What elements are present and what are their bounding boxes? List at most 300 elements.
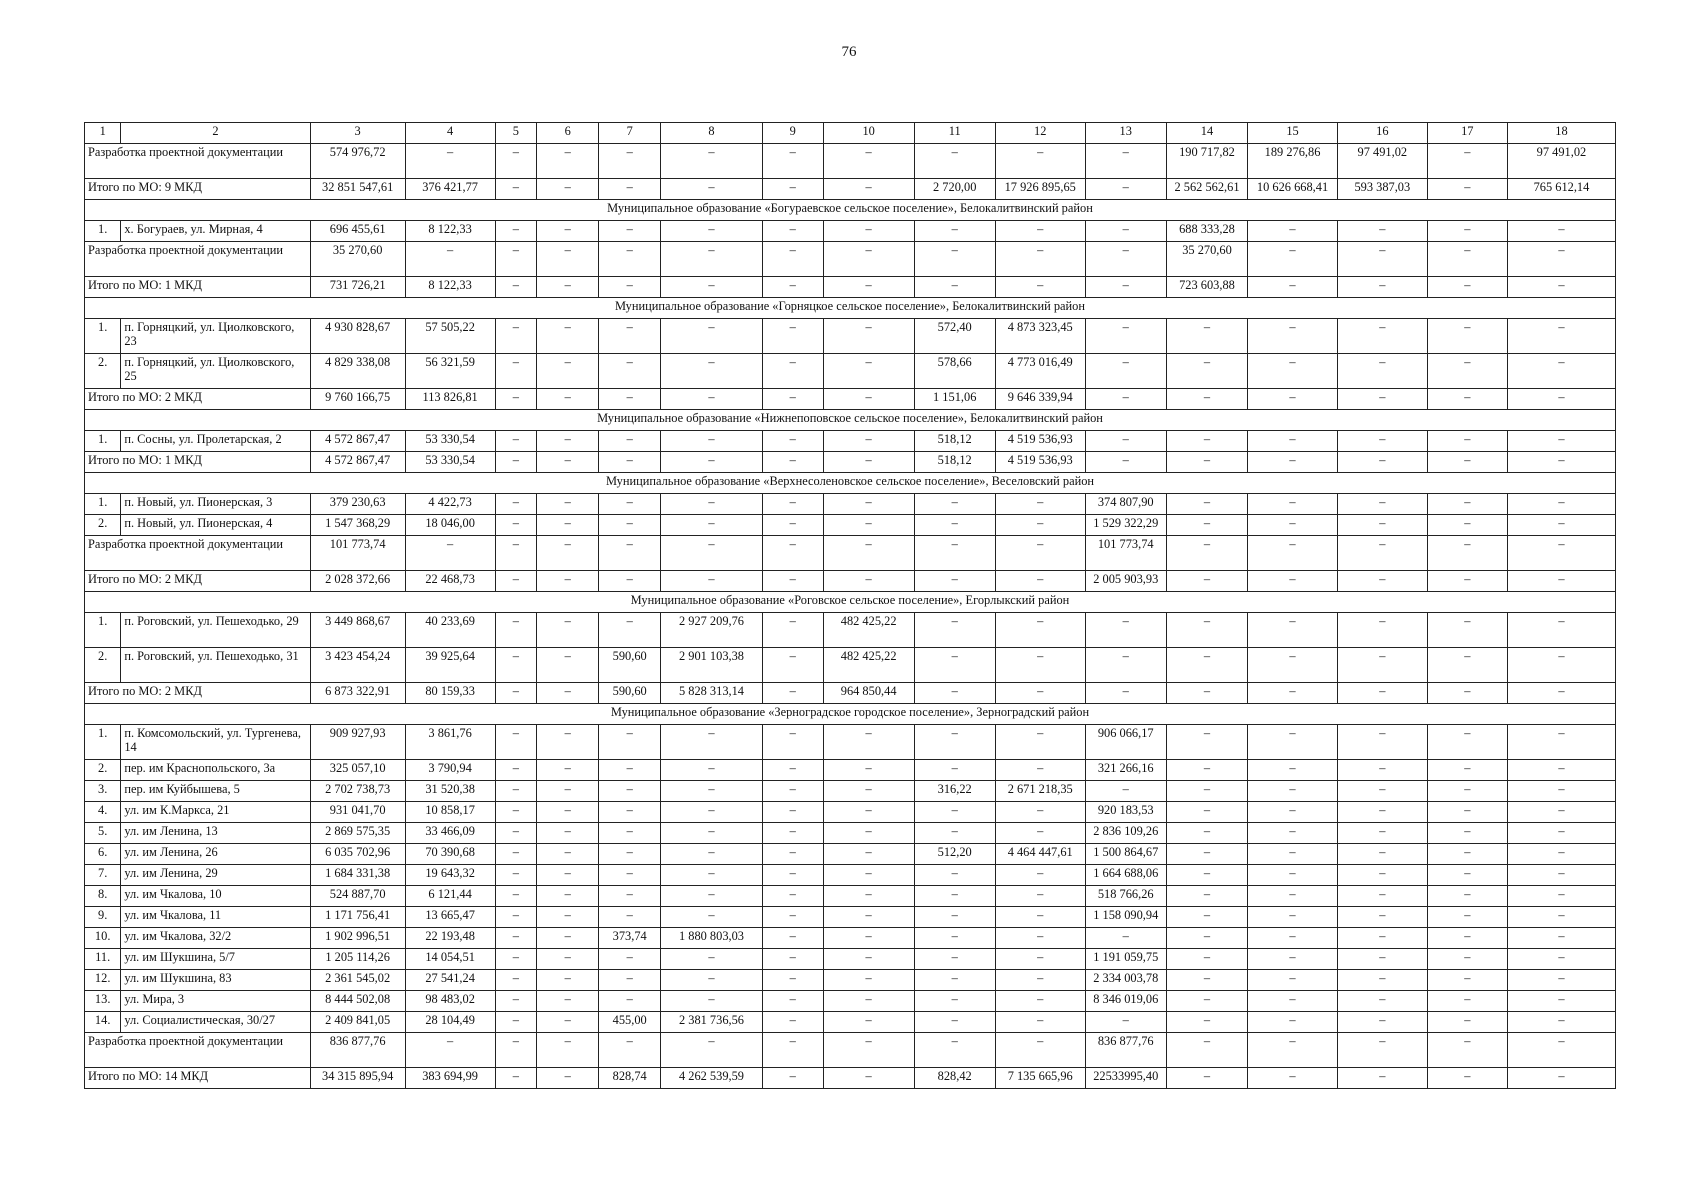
value-cell: – bbox=[661, 536, 763, 571]
value-cell: – bbox=[1085, 319, 1166, 354]
value-cell: 4 262 539,59 bbox=[661, 1068, 763, 1089]
value-cell: 9 646 339,94 bbox=[995, 389, 1085, 410]
value-cell: 4 519 536,93 bbox=[995, 452, 1085, 473]
address-cell: п. Роговский, ул. Пешеходько, 31 bbox=[121, 648, 310, 683]
value-cell: – bbox=[599, 844, 661, 865]
value-cell: – bbox=[1507, 802, 1615, 823]
value-cell: – bbox=[1248, 865, 1338, 886]
value-cell: 383 694,99 bbox=[405, 1068, 495, 1089]
value-cell: – bbox=[1166, 494, 1247, 515]
page-number: 76 bbox=[841, 44, 857, 60]
value-cell: – bbox=[495, 991, 537, 1012]
value-cell: – bbox=[762, 144, 823, 179]
value-cell: – bbox=[995, 242, 1085, 277]
value-cell: – bbox=[823, 991, 914, 1012]
value-cell: – bbox=[1248, 389, 1338, 410]
value-cell: 1 684 331,38 bbox=[310, 865, 405, 886]
value-cell: – bbox=[762, 179, 823, 200]
value-cell: 909 927,93 bbox=[310, 725, 405, 760]
value-cell: 28 104,49 bbox=[405, 1012, 495, 1033]
address-cell: ул. им Чкалова, 10 bbox=[121, 886, 310, 907]
value-cell: – bbox=[537, 242, 599, 277]
value-cell: – bbox=[1507, 865, 1615, 886]
value-cell: – bbox=[599, 319, 661, 354]
design-docs-row bbox=[85, 1033, 1616, 1068]
value-cell: – bbox=[995, 571, 1085, 592]
value-cell: 765 612,14 bbox=[1507, 179, 1615, 200]
value-cell: – bbox=[1166, 886, 1247, 907]
value-cell: – bbox=[1166, 354, 1247, 389]
value-cell: – bbox=[1248, 515, 1338, 536]
value-cell: – bbox=[1427, 494, 1507, 515]
value-cell: – bbox=[537, 1068, 599, 1089]
table-row bbox=[85, 844, 1616, 865]
value-cell: – bbox=[995, 823, 1085, 844]
value-cell: – bbox=[1248, 354, 1338, 389]
design-docs-row bbox=[85, 144, 1616, 179]
value-cell: – bbox=[1085, 389, 1166, 410]
value-cell: – bbox=[823, 389, 914, 410]
value-cell: 518 766,26 bbox=[1085, 886, 1166, 907]
section-title: Муниципальное образование «Зерноградское городское поселение», Зерноградский район bbox=[85, 704, 1616, 725]
value-cell: – bbox=[537, 389, 599, 410]
value-cell: 696 455,61 bbox=[310, 221, 405, 242]
value-cell: 4 572 867,47 bbox=[310, 452, 405, 473]
value-cell: – bbox=[661, 823, 763, 844]
value-cell: – bbox=[914, 515, 995, 536]
value-cell: – bbox=[1337, 1012, 1427, 1033]
value-cell: – bbox=[762, 354, 823, 389]
value-cell: – bbox=[537, 1033, 599, 1068]
value-cell: 572,40 bbox=[914, 319, 995, 354]
value-cell: – bbox=[995, 907, 1085, 928]
value-cell: – bbox=[1248, 725, 1338, 760]
value-cell: – bbox=[995, 949, 1085, 970]
value-cell: 31 520,38 bbox=[405, 781, 495, 802]
value-cell: 4 773 016,49 bbox=[995, 354, 1085, 389]
value-cell: – bbox=[1337, 515, 1427, 536]
value-cell: 2 005 903,93 bbox=[1085, 571, 1166, 592]
column-number: 11 bbox=[914, 123, 995, 144]
value-cell: 27 541,24 bbox=[405, 970, 495, 991]
value-cell: – bbox=[661, 389, 763, 410]
value-cell: – bbox=[1337, 865, 1427, 886]
value-cell: – bbox=[823, 907, 914, 928]
value-cell: 376 421,77 bbox=[405, 179, 495, 200]
value-cell: – bbox=[537, 760, 599, 781]
value-cell: – bbox=[661, 949, 763, 970]
value-cell: – bbox=[762, 844, 823, 865]
value-cell: 35 270,60 bbox=[310, 242, 405, 277]
value-cell: – bbox=[1085, 221, 1166, 242]
value-cell: – bbox=[914, 494, 995, 515]
value-cell: 688 333,28 bbox=[1166, 221, 1247, 242]
value-cell: – bbox=[995, 613, 1085, 648]
row-number: 3. bbox=[85, 781, 121, 802]
value-cell: – bbox=[599, 760, 661, 781]
value-cell: – bbox=[1085, 144, 1166, 179]
value-cell: – bbox=[762, 991, 823, 1012]
value-cell: – bbox=[1248, 949, 1338, 970]
value-cell: – bbox=[1085, 683, 1166, 704]
value-cell: – bbox=[1166, 1068, 1247, 1089]
value-cell: – bbox=[1248, 648, 1338, 683]
value-cell: – bbox=[661, 452, 763, 473]
value-cell: 1 529 322,29 bbox=[1085, 515, 1166, 536]
table-row bbox=[85, 221, 1616, 242]
value-cell: 80 159,33 bbox=[405, 683, 495, 704]
value-cell: – bbox=[1248, 886, 1338, 907]
section-header-row bbox=[85, 592, 1616, 613]
value-cell: – bbox=[823, 928, 914, 949]
value-cell: – bbox=[1166, 613, 1247, 648]
value-cell: – bbox=[599, 452, 661, 473]
row-number: 1. bbox=[85, 494, 121, 515]
value-cell: 9 760 166,75 bbox=[310, 389, 405, 410]
value-cell: – bbox=[914, 886, 995, 907]
value-cell: 53 330,54 bbox=[405, 452, 495, 473]
value-cell: – bbox=[599, 907, 661, 928]
table-row bbox=[85, 865, 1616, 886]
value-cell: – bbox=[599, 144, 661, 179]
row-number: 1. bbox=[85, 431, 121, 452]
value-cell: 17 926 895,65 bbox=[995, 179, 1085, 200]
total-label: Итого по МО: 2 МКД bbox=[85, 389, 311, 410]
value-cell: – bbox=[1507, 970, 1615, 991]
value-cell: – bbox=[495, 1068, 537, 1089]
value-cell: – bbox=[914, 970, 995, 991]
column-number: 15 bbox=[1248, 123, 1338, 144]
value-cell: – bbox=[914, 725, 995, 760]
value-cell: – bbox=[495, 536, 537, 571]
value-cell: – bbox=[537, 683, 599, 704]
value-cell: – bbox=[1507, 683, 1615, 704]
value-cell: – bbox=[1337, 431, 1427, 452]
value-cell: – bbox=[661, 781, 763, 802]
value-cell: 1 880 803,03 bbox=[661, 928, 763, 949]
value-cell: – bbox=[1337, 886, 1427, 907]
value-cell: – bbox=[1507, 354, 1615, 389]
column-number: 9 bbox=[762, 123, 823, 144]
value-cell: – bbox=[599, 277, 661, 298]
value-cell: – bbox=[1337, 683, 1427, 704]
value-cell: – bbox=[537, 991, 599, 1012]
value-cell: – bbox=[1427, 760, 1507, 781]
value-cell: – bbox=[823, 886, 914, 907]
section-header-row bbox=[85, 410, 1616, 431]
table-row bbox=[85, 823, 1616, 844]
value-cell: 97 491,02 bbox=[1337, 144, 1427, 179]
table-row bbox=[85, 354, 1616, 389]
total-row bbox=[85, 389, 1616, 410]
value-cell: – bbox=[995, 886, 1085, 907]
row-number: 1. bbox=[85, 613, 121, 648]
value-cell: – bbox=[661, 354, 763, 389]
row-number: 2. bbox=[85, 760, 121, 781]
value-cell: – bbox=[599, 242, 661, 277]
column-number: 16 bbox=[1337, 123, 1427, 144]
address-cell: ул. им Ленина, 26 bbox=[121, 844, 310, 865]
total-row bbox=[85, 571, 1616, 592]
column-number: 17 bbox=[1427, 123, 1507, 144]
value-cell: – bbox=[495, 431, 537, 452]
value-cell: 2 702 738,73 bbox=[310, 781, 405, 802]
value-cell: – bbox=[762, 277, 823, 298]
value-cell: 723 603,88 bbox=[1166, 277, 1247, 298]
design-docs-label: Разработка проектной документации bbox=[85, 144, 311, 179]
value-cell: 512,20 bbox=[914, 844, 995, 865]
value-cell: – bbox=[1337, 571, 1427, 592]
value-cell: – bbox=[995, 648, 1085, 683]
value-cell: 828,74 bbox=[599, 1068, 661, 1089]
value-cell: – bbox=[537, 354, 599, 389]
total-row bbox=[85, 683, 1616, 704]
value-cell: – bbox=[1248, 431, 1338, 452]
value-cell: – bbox=[762, 431, 823, 452]
value-cell: – bbox=[1507, 991, 1615, 1012]
value-cell: 731 726,21 bbox=[310, 277, 405, 298]
value-cell: – bbox=[537, 865, 599, 886]
value-cell: – bbox=[1166, 452, 1247, 473]
value-cell: – bbox=[1427, 179, 1507, 200]
value-cell: – bbox=[762, 823, 823, 844]
address-cell: ул. им Ленина, 29 bbox=[121, 865, 310, 886]
value-cell: 590,60 bbox=[599, 648, 661, 683]
value-cell: – bbox=[599, 949, 661, 970]
table-row bbox=[85, 907, 1616, 928]
value-cell: – bbox=[1507, 452, 1615, 473]
value-cell: – bbox=[1507, 242, 1615, 277]
address-cell: п. Комсомольский, ул. Тургенева, 14 bbox=[121, 725, 310, 760]
value-cell: 18 046,00 bbox=[405, 515, 495, 536]
value-cell: 828,42 bbox=[914, 1068, 995, 1089]
value-cell: – bbox=[995, 277, 1085, 298]
value-cell: – bbox=[599, 886, 661, 907]
value-cell: – bbox=[495, 781, 537, 802]
value-cell: 590,60 bbox=[599, 683, 661, 704]
column-number: 12 bbox=[995, 123, 1085, 144]
value-cell: – bbox=[1085, 781, 1166, 802]
value-cell: – bbox=[914, 949, 995, 970]
row-number: 6. bbox=[85, 844, 121, 865]
value-cell: – bbox=[1427, 970, 1507, 991]
value-cell: – bbox=[995, 221, 1085, 242]
value-cell: – bbox=[762, 928, 823, 949]
value-cell: – bbox=[1507, 823, 1615, 844]
value-cell: 35 270,60 bbox=[1166, 242, 1247, 277]
value-cell: – bbox=[914, 865, 995, 886]
value-cell: – bbox=[1337, 844, 1427, 865]
value-cell: – bbox=[661, 179, 763, 200]
value-cell: – bbox=[1427, 1033, 1507, 1068]
value-cell: 455,00 bbox=[599, 1012, 661, 1033]
row-number: 1. bbox=[85, 725, 121, 760]
row-number: 8. bbox=[85, 886, 121, 907]
value-cell: – bbox=[1248, 970, 1338, 991]
value-cell: – bbox=[599, 725, 661, 760]
value-cell: 524 887,70 bbox=[310, 886, 405, 907]
value-cell: 920 183,53 bbox=[1085, 802, 1166, 823]
value-cell: 22 468,73 bbox=[405, 571, 495, 592]
section-title: Муниципальное образование «Нижнепоповское сельское поселение», Белокалитвинский район bbox=[85, 410, 1616, 431]
value-cell: – bbox=[914, 571, 995, 592]
value-cell: – bbox=[1427, 648, 1507, 683]
value-cell: – bbox=[1248, 907, 1338, 928]
value-cell: – bbox=[762, 452, 823, 473]
value-cell: – bbox=[995, 1012, 1085, 1033]
value-cell: 518,12 bbox=[914, 431, 995, 452]
address-cell: п. Роговский, ул. Пешеходько, 29 bbox=[121, 613, 310, 648]
value-cell: – bbox=[405, 1033, 495, 1068]
value-cell: – bbox=[599, 515, 661, 536]
value-cell: 6 035 702,96 bbox=[310, 844, 405, 865]
value-cell: – bbox=[1248, 277, 1338, 298]
value-cell: 1 664 688,06 bbox=[1085, 865, 1166, 886]
total-label: Итого по МО: 2 МКД bbox=[85, 571, 311, 592]
value-cell: 113 826,81 bbox=[405, 389, 495, 410]
value-cell: 19 643,32 bbox=[405, 865, 495, 886]
row-number: 10. bbox=[85, 928, 121, 949]
value-cell: 22 193,48 bbox=[405, 928, 495, 949]
value-cell: – bbox=[495, 865, 537, 886]
value-cell: – bbox=[661, 571, 763, 592]
value-cell: – bbox=[995, 802, 1085, 823]
value-cell: – bbox=[914, 683, 995, 704]
value-cell: – bbox=[537, 886, 599, 907]
value-cell: – bbox=[1507, 536, 1615, 571]
value-cell: – bbox=[995, 991, 1085, 1012]
column-number: 7 bbox=[599, 123, 661, 144]
address-cell: пер. им Куйбышева, 5 bbox=[121, 781, 310, 802]
value-cell: – bbox=[537, 907, 599, 928]
value-cell: – bbox=[762, 515, 823, 536]
value-cell: – bbox=[995, 683, 1085, 704]
value-cell: – bbox=[405, 242, 495, 277]
value-cell: – bbox=[1507, 431, 1615, 452]
value-cell: – bbox=[537, 319, 599, 354]
value-cell: – bbox=[914, 221, 995, 242]
table-row bbox=[85, 1012, 1616, 1033]
value-cell: 578,66 bbox=[914, 354, 995, 389]
column-number: 4 bbox=[405, 123, 495, 144]
value-cell: – bbox=[495, 1033, 537, 1068]
value-cell: – bbox=[762, 494, 823, 515]
value-cell: – bbox=[1248, 452, 1338, 473]
value-cell: – bbox=[599, 431, 661, 452]
value-cell: 1 902 996,51 bbox=[310, 928, 405, 949]
value-cell: – bbox=[1085, 431, 1166, 452]
value-cell: – bbox=[1166, 319, 1247, 354]
value-cell: 1 500 864,67 bbox=[1085, 844, 1166, 865]
value-cell: – bbox=[762, 725, 823, 760]
value-cell: – bbox=[495, 452, 537, 473]
value-cell: 34 315 895,94 bbox=[310, 1068, 405, 1089]
value-cell: – bbox=[1507, 886, 1615, 907]
value-cell: 1 191 059,75 bbox=[1085, 949, 1166, 970]
column-number: 8 bbox=[661, 123, 763, 144]
value-cell: – bbox=[1248, 991, 1338, 1012]
value-cell: – bbox=[1166, 683, 1247, 704]
design-docs-label: Разработка проектной документации bbox=[85, 242, 311, 277]
value-cell: – bbox=[661, 970, 763, 991]
value-cell: – bbox=[1337, 452, 1427, 473]
value-cell: – bbox=[1085, 928, 1166, 949]
value-cell: 964 850,44 bbox=[823, 683, 914, 704]
value-cell: 1 158 090,94 bbox=[1085, 907, 1166, 928]
value-cell: – bbox=[914, 760, 995, 781]
value-cell: – bbox=[1427, 823, 1507, 844]
value-cell: – bbox=[1248, 928, 1338, 949]
value-cell: – bbox=[661, 494, 763, 515]
value-cell: – bbox=[1337, 648, 1427, 683]
value-cell: 33 466,09 bbox=[405, 823, 495, 844]
value-cell: – bbox=[495, 144, 537, 179]
value-cell: – bbox=[914, 144, 995, 179]
value-cell: – bbox=[661, 319, 763, 354]
value-cell: 101 773,74 bbox=[1085, 536, 1166, 571]
value-cell: – bbox=[1427, 431, 1507, 452]
value-cell: – bbox=[495, 1012, 537, 1033]
value-cell: – bbox=[823, 494, 914, 515]
value-cell: 593 387,03 bbox=[1337, 179, 1427, 200]
value-cell: – bbox=[495, 277, 537, 298]
column-number: 18 bbox=[1507, 123, 1615, 144]
value-cell: – bbox=[995, 970, 1085, 991]
total-label: Итого по МО: 9 МКД bbox=[85, 179, 311, 200]
value-cell: – bbox=[599, 179, 661, 200]
value-cell: – bbox=[762, 886, 823, 907]
value-cell: – bbox=[823, 515, 914, 536]
value-cell: – bbox=[762, 1012, 823, 1033]
value-cell: – bbox=[537, 144, 599, 179]
value-cell: – bbox=[762, 683, 823, 704]
value-cell: – bbox=[823, 844, 914, 865]
value-cell: – bbox=[599, 571, 661, 592]
value-cell: 4 422,73 bbox=[405, 494, 495, 515]
table-row bbox=[85, 494, 1616, 515]
value-cell: – bbox=[537, 949, 599, 970]
value-cell: – bbox=[495, 886, 537, 907]
value-cell: – bbox=[1337, 494, 1427, 515]
value-cell: – bbox=[1166, 949, 1247, 970]
value-cell: – bbox=[1337, 907, 1427, 928]
value-cell: – bbox=[1507, 760, 1615, 781]
value-cell: – bbox=[995, 760, 1085, 781]
value-cell: – bbox=[1337, 1033, 1427, 1068]
value-cell: 7 135 665,96 bbox=[995, 1068, 1085, 1089]
value-cell: – bbox=[1166, 571, 1247, 592]
value-cell: – bbox=[537, 431, 599, 452]
value-cell: – bbox=[1248, 760, 1338, 781]
address-cell: п. Сосны, ул. Пролетарская, 2 bbox=[121, 431, 310, 452]
value-cell: 2 836 109,26 bbox=[1085, 823, 1166, 844]
value-cell: – bbox=[914, 823, 995, 844]
value-cell: – bbox=[823, 452, 914, 473]
value-cell: – bbox=[495, 179, 537, 200]
value-cell: 56 321,59 bbox=[405, 354, 495, 389]
value-cell: – bbox=[823, 725, 914, 760]
table-row bbox=[85, 431, 1616, 452]
value-cell: – bbox=[1337, 970, 1427, 991]
value-cell: – bbox=[599, 1033, 661, 1068]
value-cell: 931 041,70 bbox=[310, 802, 405, 823]
value-cell: – bbox=[1337, 823, 1427, 844]
table-row bbox=[85, 515, 1616, 536]
value-cell: – bbox=[1337, 991, 1427, 1012]
value-cell: – bbox=[823, 571, 914, 592]
value-cell: 2 381 736,56 bbox=[661, 1012, 763, 1033]
value-cell: 189 276,86 bbox=[1248, 144, 1338, 179]
